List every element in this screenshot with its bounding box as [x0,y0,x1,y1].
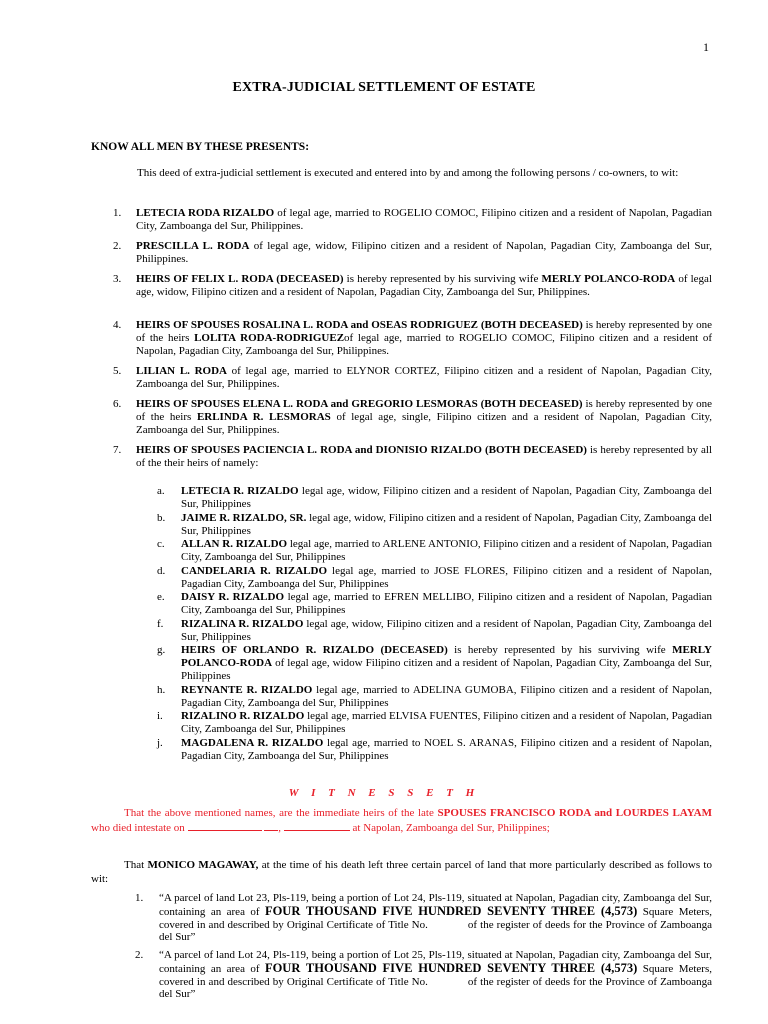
sub-heir-details: legal age, widow, Filipino citizen and a resident of Napolan, Pagadian City, Zamboanga del Sur, Philippines [181,485,712,511]
sub-heir-letter: d. [157,564,166,577]
party-details: is hereby represented by all of the their heirs of namely: [136,444,712,469]
party-number: 6. [113,398,122,410]
party-item [91,444,712,470]
party-item [91,398,712,436]
party-number: 3. [113,273,122,285]
sub-heir-name: MAGDALENA R. RIZALDO [181,736,324,749]
party-representative: ERLINDA R. LESMORAS [196,410,331,423]
party-item [91,240,712,266]
intro-paragraph: This deed of extra-judicial settlement is executed and entered into by and among the following persons / co-owners, to wit: [137,167,679,179]
land-description: of the register of deeds for the Province of Zamboanga del Sur” [159,918,713,944]
party-details: of legal age, single, Filipino citizen and a resident of Napolan, Pagadian City, Zamboanga del Sur, Philippines. [136,410,713,436]
date-blank [188,821,262,831]
sub-heir-details: legal age, married to EFREN MELLIBO, Filipino citizen and a resident of Napolan, Pagadian City, Zamboanga del Sur, Philippines [181,591,713,617]
sub-heir-item [91,618,712,644]
sub-heir-details: legal age, married to JOSE FLORES, Filipino citizen and a resident of Napolan, Pagadian City, Zamboanga del Sur, Philippines [181,564,712,590]
know-all-heading: KNOW ALL MEN BY THESE PRESENTS: [91,141,310,153]
party-number: 4. [113,319,122,331]
witnesseth-heading: W I T N E S S E T H [288,787,480,799]
party-details: is hereby represented by one of the heirs [136,319,713,344]
land-number: 2. [135,949,144,961]
sub-heir-name: DAISY R. RIZALDO [181,591,285,603]
party-details: is hereby represented by his surviving wife [343,273,542,285]
party-details: of legal age, married to ROGELIO COMOC, Filipino citizen and a resident of Napolan, Pagadian City, Zamboanga del Sur, Philippines. [136,207,712,232]
sub-heir-letter: e. [157,591,165,603]
land-description: Square Meters, covered in and described by Original Certificate of Title No. [159,905,712,931]
monico-text: at the time of his death left three certain parcel of land that more particularly described as follows to wit: [91,859,712,885]
sub-heir-item [91,644,712,684]
land-description: Square Meters, covered in and described by Original Certificate of Title No. [159,962,712,988]
sub-heir-item [91,710,712,736]
party-name: HEIRS OF SPOUSES ROSALINA L. RODA and OSEAS RODRIGUEZ (BOTH DECEASED) [136,319,583,331]
date-blank [264,821,278,831]
party-representative: MERLY POLANCO-RODA [541,273,676,285]
party-name: PRESCILLA L. RODA [136,240,250,252]
party-item [91,365,712,391]
land-area: FOUR THOUSAND FIVE HUNDRED SEVENTY THREE (4,573) [264,960,638,975]
party-item [91,319,712,357]
sub-heir-letter: f. [157,617,164,630]
monico-paragraph [91,859,712,886]
document-title: EXTRA-JUDICIAL SETTLEMENT OF ESTATE [232,80,536,95]
party-details: of legal age, married to ROGELIO COMOC, Filipino citizen and a resident of Napolan, Pagadian City, Zamboanga del Sur, Philippines. [136,331,712,357]
sub-heir-name: REYNANTE R. RIZALDO [181,683,313,696]
land-number: 1. [135,892,144,904]
witness-text: at Napolan, Zamboanga del Sur, Philippines; [349,821,550,834]
sub-heir-item [91,565,712,591]
sub-heir-details: legal age, widow, Filipino citizen and a resident of Napolan, Pagadian City, Zamboanga del Sur, Philippines [181,511,712,537]
party-details: is hereby represented by one of the heirs [136,398,713,423]
party-item [91,273,712,299]
party-number: 7. [113,444,122,456]
sub-heir-name: JAIME R. RIZALDO, SR. [181,511,307,524]
party-details: of legal age, widow, Filipino citizen and a resident of Napolan, Pagadian City, Zamboanga del Sur, Philippines. [136,273,712,298]
sub-heir-name: ALLAN R. RIZALDO [181,538,288,550]
sub-heir-item [91,485,712,511]
witness-text: That the above mentioned names, are the immediate heirs of the late [124,807,438,819]
party-details: of legal age, widow, Filipino citizen and a resident of Napolan, Pagadian City, Zamboanga del Sur, Philippines. [136,240,712,265]
sub-heir-details: legal age, married to ARLENE ANTONIO, Filipino citizen and a resident of Napolan, Pagadian City, Zamboanga del Sur, Philippines [181,538,712,564]
sub-heir-item [91,512,712,538]
sub-heir-letter: j. [157,736,163,749]
monico-text: That [124,859,148,871]
land-area: FOUR THOUSAND FIVE HUNDRED SEVENTY THREE (4,573) [264,903,638,918]
party-details: of legal age, married to ELYNOR CORTEZ, Filipino citizen and a resident of Napolan, Pagadian City, Zamboanga del Sur, Philippines. [136,365,712,390]
sub-heir-name: HEIRS OF ORLANDO R. RIZALDO (DECEASED) [181,644,448,656]
party-number: 1. [113,207,122,219]
date-blank [284,821,350,831]
sub-heir-details: legal age, married to ADELINA GUMOBA, Filipino citizen and a resident of Napolan, Pagadian City, Zamboanga del Sur, Philippines [181,683,712,709]
sub-heir-details: legal age, married ELVISA FUENTES, Filipino citizen and a resident of Napolan, Pagadian City, Zamboanga del Sur, Philippines [181,710,712,736]
party-name: LILIAN L. RODA [136,365,227,377]
party-item [91,207,712,233]
deceased-spouses-name: SPOUSES FRANCISCO RODA and LOURDES LAYAM [437,807,713,819]
party-representative: LOLITA RODA-RODRIGUEZ [194,331,345,344]
page-number: 1 [703,40,709,54]
witness-text: who died intestate on [91,821,188,834]
sub-heir-letter: g. [157,644,166,656]
sub-heir-representative: MERLY POLANCO-RODA [181,644,712,670]
sub-heir-letter: h. [157,683,166,696]
sub-heir-letter: c. [157,538,165,550]
sub-heir-details: of legal age, widow Filipino citizen and a resident of Napolan, Pagadian City, Zamboanga del Sur, Philippines [181,657,712,683]
sub-heir-name: LETECIA R. RIZALDO [181,485,299,497]
party-number: 5. [113,365,122,377]
land-description: “A parcel of land Lot 24, Pls-119, being a portion of Lot 25, Pls-119, situated at Napolan, Pagadian city, Zamboanga del Sur, containing an area of [159,949,712,975]
party-number: 2. [113,240,122,252]
land-description: “A parcel of land Lot 23, Pls-119, being a portion of Lot 24, Pls-119, situated at Napolan, Pagadian city, Zamboanga del Sur, containing an area of [159,892,712,918]
sub-heir-name: CANDELARIA R. RIZALDO [181,564,328,577]
sub-heir-name: RIZALINA R. RIZALDO [181,617,304,630]
sub-heir-details: legal age, married to NOEL S. ARANAS, Filipino citizen and a resident of Napolan, Pagadian City, Zamboanga del Sur, Philippines [181,736,712,762]
sub-heir-name: RIZALINO R. RIZALDO [181,710,305,722]
sub-heir-letter: i. [157,710,163,722]
party-name: HEIRS OF SPOUSES PACIENCIA L. RODA and DIONISIO RIZALDO (BOTH DECEASED) [136,444,587,456]
sub-heir-details: is hereby represented by his surviving wife [447,644,673,656]
land-description: of the register of deeds for the Province of Zamboanga del Sur” [159,975,713,1001]
monico-name: MONICO MAGAWAY, [147,859,259,871]
sub-heir-details: legal age, widow, Filipino citizen and a resident of Napolan, Pagadian City, Zamboanga del Sur, Philippines [181,617,712,643]
land-item [91,892,712,944]
land-item [91,949,712,1001]
sub-heir-letter: b. [157,511,166,524]
sub-heir-item [91,538,712,564]
party-name: LETECIA RODA RIZALDO [136,207,275,219]
sub-heir-item [91,684,712,710]
sub-heir-item [91,737,712,763]
witness-paragraph: That the above mentioned names, are the immediate heirs of the late SPOUSES FRANCISCO RODA and LOURDES LAYAM who died intestate on , at Napolan, Zamboanga del Sur, Philippines; [91,807,713,834]
party-name: HEIRS OF FELIX L. RODA (DECEASED) [136,273,344,285]
sub-heir-letter: a. [157,485,165,497]
party-name: HEIRS OF SPOUSES ELENA L. RODA and GREGORIO LESMORAS (BOTH DECEASED) [136,398,583,410]
sub-heir-item [91,591,712,617]
